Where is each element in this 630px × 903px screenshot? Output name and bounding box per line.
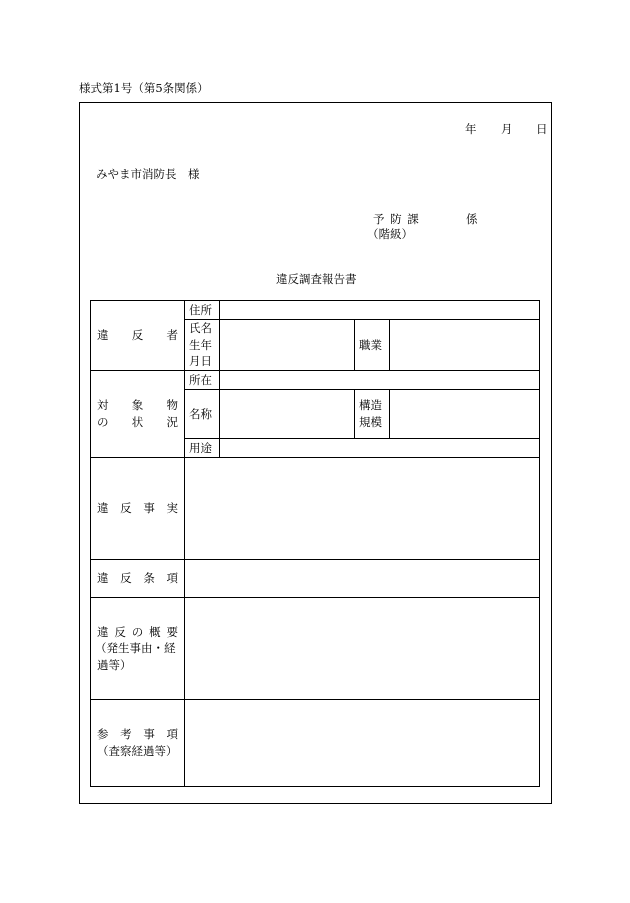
violation-clauses-label: [91, 560, 185, 598]
name-birth-line: 月日: [189, 354, 212, 369]
use-label: 用途: [185, 439, 220, 458]
date-month-label: 月: [501, 122, 513, 136]
object-label-char: 対: [97, 398, 109, 413]
location-label: 所在: [185, 371, 220, 390]
name-birth-line: 生年: [189, 337, 212, 352]
object-name-field[interactable]: [220, 390, 355, 439]
violation-summary-char: 概: [149, 624, 161, 639]
violation-facts-field[interactable]: [185, 458, 540, 560]
report-table: [90, 300, 540, 787]
reference-line: （査察経過等）: [97, 744, 178, 759]
reference-char: 項: [166, 727, 178, 742]
reference-field[interactable]: [185, 700, 540, 787]
violation-facts-label: [91, 458, 185, 560]
object-label-char: 象: [131, 398, 144, 413]
violation-clauses-char: 違: [97, 571, 109, 586]
violation-clauses-char: 項: [166, 571, 178, 586]
violation-summary-char: 反: [114, 624, 126, 639]
location-field[interactable]: [220, 371, 540, 390]
reference-char: 考: [120, 727, 132, 742]
violation-facts-char: 実: [166, 501, 178, 516]
table-row: [91, 700, 540, 787]
sender-dept-suffix: 係: [466, 212, 478, 226]
address-label: 住所: [185, 301, 220, 320]
violator-label-char: 違: [97, 328, 109, 343]
reference-char: 参: [97, 727, 109, 742]
reference-label: [91, 700, 185, 787]
name-birth-field[interactable]: [220, 320, 355, 371]
violation-summary-line: （発生事由・経: [95, 641, 176, 656]
table-row: [91, 598, 540, 700]
violator-label-char: 反: [131, 328, 144, 343]
use-field[interactable]: [220, 439, 540, 458]
name-birth-label: [185, 320, 220, 371]
reference-char: 事: [143, 727, 155, 742]
violation-clauses-char: 条: [143, 571, 155, 586]
structure-field[interactable]: [390, 390, 540, 439]
object-label-char: の: [97, 415, 109, 430]
date-day-label: 日: [536, 122, 548, 136]
object-label-char: 況: [166, 415, 178, 430]
sender-rank: （階級）: [367, 227, 413, 241]
object-label-cell: [91, 371, 185, 458]
structure-line: 構造: [359, 398, 382, 413]
violation-summary-line: 過等）: [97, 657, 132, 672]
date-year-label: 年: [465, 122, 477, 136]
violator-label-cell: [91, 301, 185, 371]
addressee: みやま市消防長 様: [96, 167, 200, 181]
violation-facts-char: 違: [97, 501, 109, 516]
violation-facts-char: 反: [120, 501, 132, 516]
document-title: 違反調査報告書: [276, 272, 357, 286]
table-row: [91, 458, 540, 560]
form-number: 様式第1号（第5条関係）: [79, 81, 209, 95]
violation-summary-field[interactable]: [185, 598, 540, 700]
structure-line: 規模: [359, 415, 382, 430]
object-label-char: 物: [166, 398, 178, 413]
violation-summary-char: 違: [97, 624, 109, 639]
object-label-char: 状: [131, 415, 144, 430]
violation-facts-char: 事: [143, 501, 155, 516]
occupation-field[interactable]: [390, 320, 540, 371]
violation-summary-char: 要: [166, 624, 178, 639]
violation-clauses-char: 反: [120, 571, 132, 586]
table-row: [91, 301, 540, 320]
table-row: [91, 560, 540, 598]
occupation-label: 職業: [355, 320, 390, 371]
violator-label-char: 者: [166, 328, 178, 343]
table-row: [91, 371, 540, 390]
structure-label: [355, 390, 390, 439]
violation-summary-char: の: [131, 624, 144, 639]
address-field[interactable]: [220, 301, 540, 320]
violation-clauses-field[interactable]: [185, 560, 540, 598]
object-name-label: 名称: [185, 390, 220, 439]
sender-dept: 予 防 課: [373, 212, 420, 226]
name-birth-line: 氏名: [189, 321, 212, 335]
violation-summary-label: [91, 598, 185, 700]
